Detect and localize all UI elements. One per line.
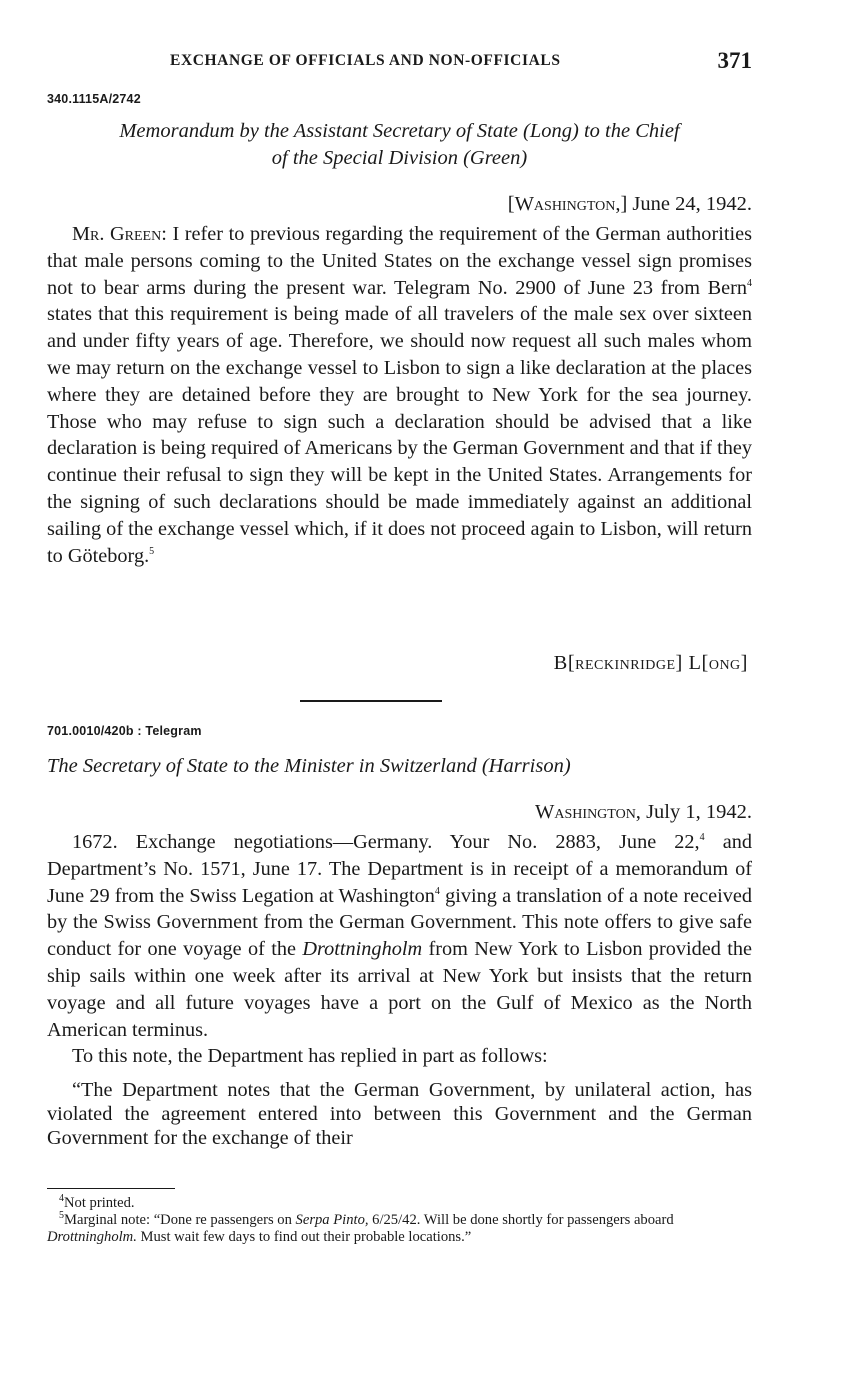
footnote-ref: 4 <box>747 277 752 289</box>
document-title <box>47 118 752 172</box>
dateline <box>508 193 752 216</box>
running-header <box>47 50 752 74</box>
footnote-ref: 5 <box>149 545 155 557</box>
footnote-text: 6/25/42. Will be done shortly for passengers aboard <box>368 1212 674 1228</box>
paragraph <box>47 829 752 1043</box>
body-text: : I refer to previous regarding the requirement of the German authorities that male persons coming to the United States on the exchange vessel sign promises not to bear arms during the present war. Telegram No. 2900 of June 23 from Bern <box>47 223 752 299</box>
footnote-mark: 4 <box>59 1193 64 1205</box>
footnote-text: Must wait few days to find out their probable locations.” <box>136 1229 472 1245</box>
footnote <box>47 1195 752 1212</box>
title-line-2: of the Special Division (Green) <box>271 147 528 169</box>
title-line-1: Memorandum by the Assistant Secretary of State (Long) to the Chief <box>119 120 680 142</box>
footnote <box>47 1212 752 1246</box>
telegram-body <box>47 829 752 1150</box>
dateline-place: Washington, <box>535 801 641 823</box>
signature-text: B[reckinridge] L[ong] <box>553 652 748 674</box>
file-number: 701.0010/420b : Telegram <box>47 724 202 738</box>
paragraph <box>47 221 752 569</box>
footnote-mark: 5 <box>59 1210 64 1222</box>
page-number: 371 <box>717 48 752 73</box>
dateline-date: June 24, 1942. <box>632 193 752 215</box>
footnote-text: Not printed. <box>64 1195 135 1211</box>
ship-name: Drottningholm <box>302 938 423 961</box>
quoted-paragraph: “The Department notes that the German Government, by unilateral action, has violated the agreement entered into between this Government and the German Government for the exchange of their <box>47 1079 752 1150</box>
signature <box>554 652 748 675</box>
footnote-italic: Drottningholm. <box>47 1229 137 1245</box>
body-text: giving a translation of a note received by the Swiss Government from the German Government. This note offers to give safe conduct for one voyage of the <box>47 884 752 961</box>
dateline <box>535 801 752 824</box>
footnote-ref: 4 <box>699 832 705 844</box>
memorandum-body <box>47 221 752 569</box>
dateline-date: July 1, 1942. <box>646 801 752 823</box>
section-divider <box>300 700 442 702</box>
footnote-ref: 4 <box>434 885 440 897</box>
footnotes <box>47 1195 752 1246</box>
running-title: EXCHANGE OF OFFICIALS AND NON-OFFICIALS <box>170 52 561 69</box>
footnote-italic: Serpa Pinto, <box>295 1212 369 1228</box>
body-text: from New York to Lisbon provided the ship sails within one week after its arrival at New York but insists that the return voyage and all future voyages have a port on the Gulf of Mexico as the North American terminus. <box>47 938 752 1041</box>
document-title <box>47 753 752 780</box>
body-text: and Department’s No. 1571, June 17. The Department is in receipt of a memorandum of June 29 from the Swiss Legation at Washington <box>47 831 752 907</box>
title-line-1: The Secretary of State to the Minister in Switzerland (Harrison) <box>47 755 571 777</box>
paragraph: To this note, the Department has replied in part as follows: <box>72 1045 548 1068</box>
footnote-rule <box>47 1188 175 1189</box>
body-text: 1672. Exchange negotiations—Germany. Your No. 2883, June 22, <box>72 831 700 853</box>
dateline-place: [Washington,] <box>507 193 628 215</box>
file-number: 340.1115A/2742 <box>47 92 141 106</box>
body-text: states that this requirement is being made of all travelers of the male sex over sixteen and under fifty years of age. Therefore, we should now request all such males whom we may return on the exchange vessel to Lisbon to sign a like declaration at the places where they are detained before they are brought to New York for the sea journey. Those who may refuse to sign such a declaration should be advised that a like declaration is being required of Americans by the German Government and that if they continue their refusal to sign they will be kept in the United States. Arrangements for the signing of such declarations should be made immediately against an additional sailing of the exchange vessel which, if it does not proceed again to Lisbon, will return to Göteborg. <box>47 303 752 567</box>
salutation: Mr. Green <box>72 223 162 245</box>
footnote-text: Marginal note: “Done re passengers on <box>64 1212 296 1228</box>
